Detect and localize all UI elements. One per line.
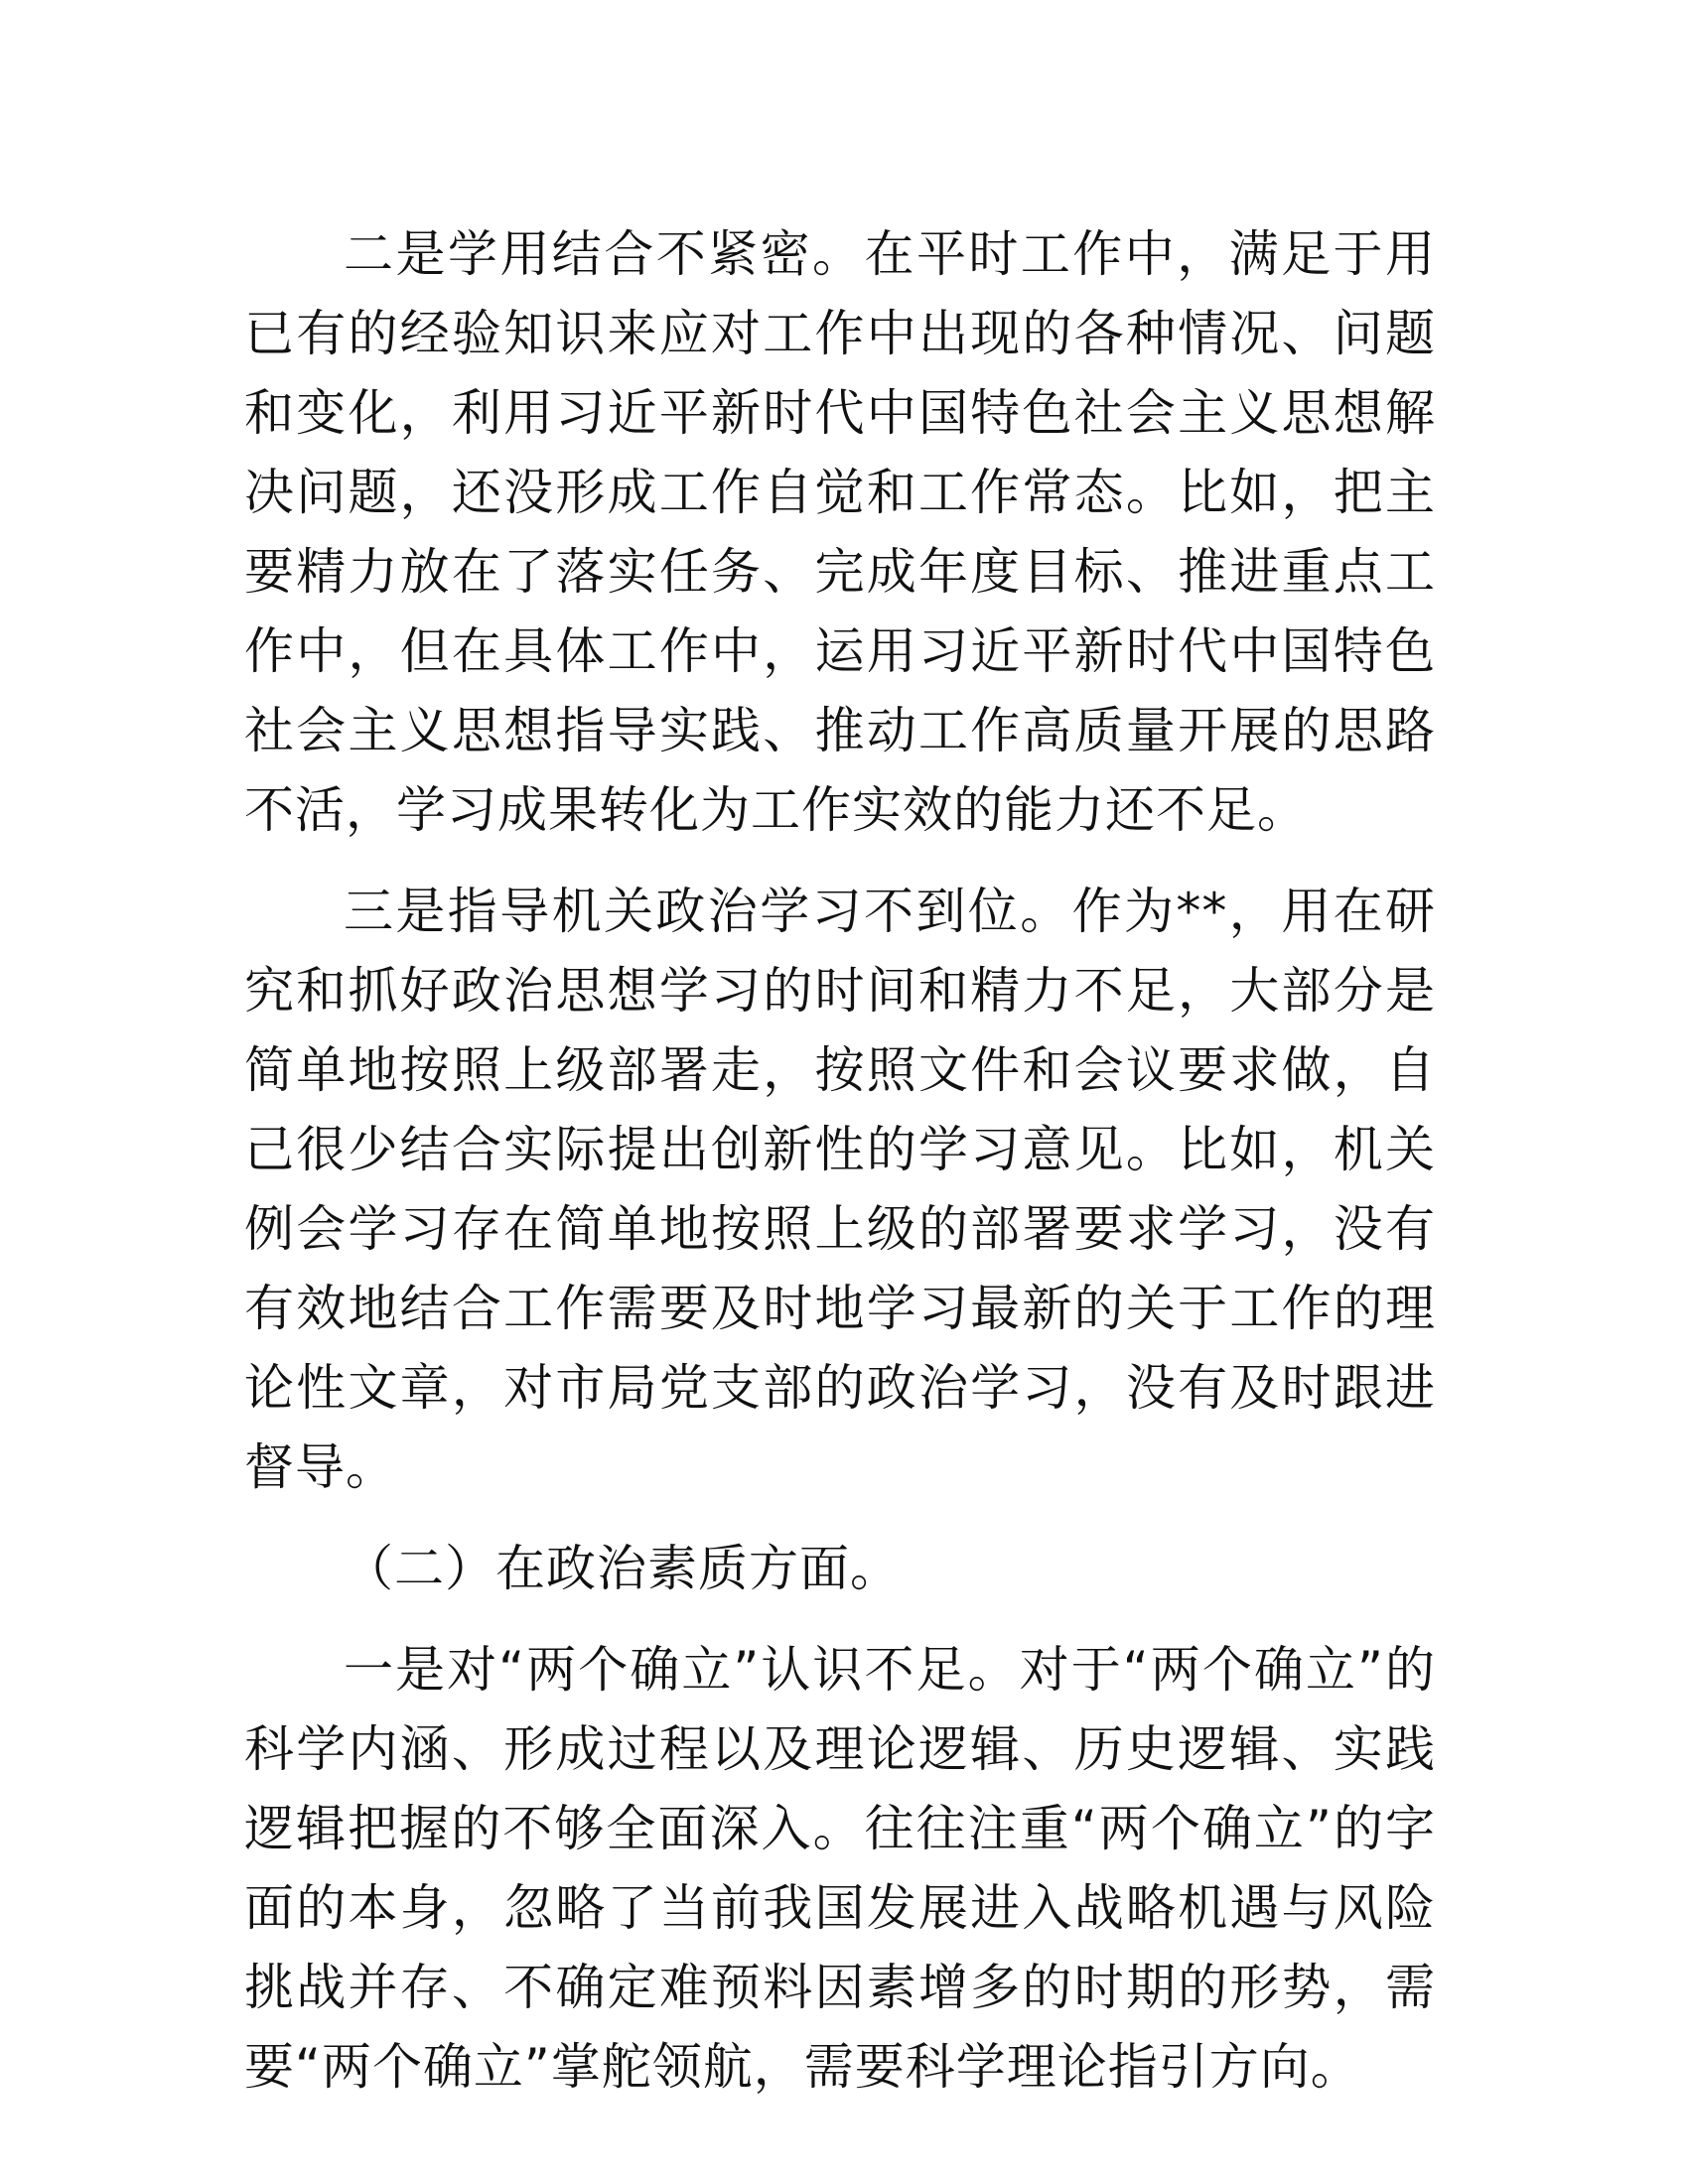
paragraph-political-study-guidance: 三是指导机关政治学习不到位。作为**，用在研究和抓好政治思想学习的时间和精力不足，大部分是简单地按照上级部署走，按照文件和会议要求做，自己很少结合实际提出创新性的学习意见。比如，机关例会学习存在简单地按照上级的部署要求学习，没有有效地结合工作需要及时地学习最新的关于工作的理论性文章，对市局党支部的政治学习，没有及时跟进督导。: [244, 883, 1436, 1496]
paragraph-two-establishments: 一是对“两个确立”认识不足。对于“两个确立”的科学内涵、形成过程以及理论逻辑、历史逻辑、实践逻辑把握的不够全面深入。往往注重“两个确立”的字面的本身，忽略了当前我国发展进入战略机遇与风险挑战并存、不确定难预料因素增多的时期的形势，需要“两个确立”掌舵领航，需要科学理论指引方向。: [244, 1641, 1436, 2096]
document-body: [244, 214, 1436, 2107]
section-heading-political-quality: （二）在政治素质方面。: [344, 1540, 901, 1597]
paragraph-study-application: 二是学用结合不紧密。在平时工作中，满足于用已有的经验知识来应对工作中出现的各种情况、问题和变化，利用习近平新时代中国特色社会主义思想解决问题，还没形成工作自觉和工作常态。比如，把主要精力放在了落实任务、完成年度目标、推进重点工作中，但在具体工作中，运用习近平新时代中国特色社会主义思想指导实践、推动工作高质量开展的思路不活，学习成果转化为工作实效的能力还不足。: [244, 225, 1436, 839]
